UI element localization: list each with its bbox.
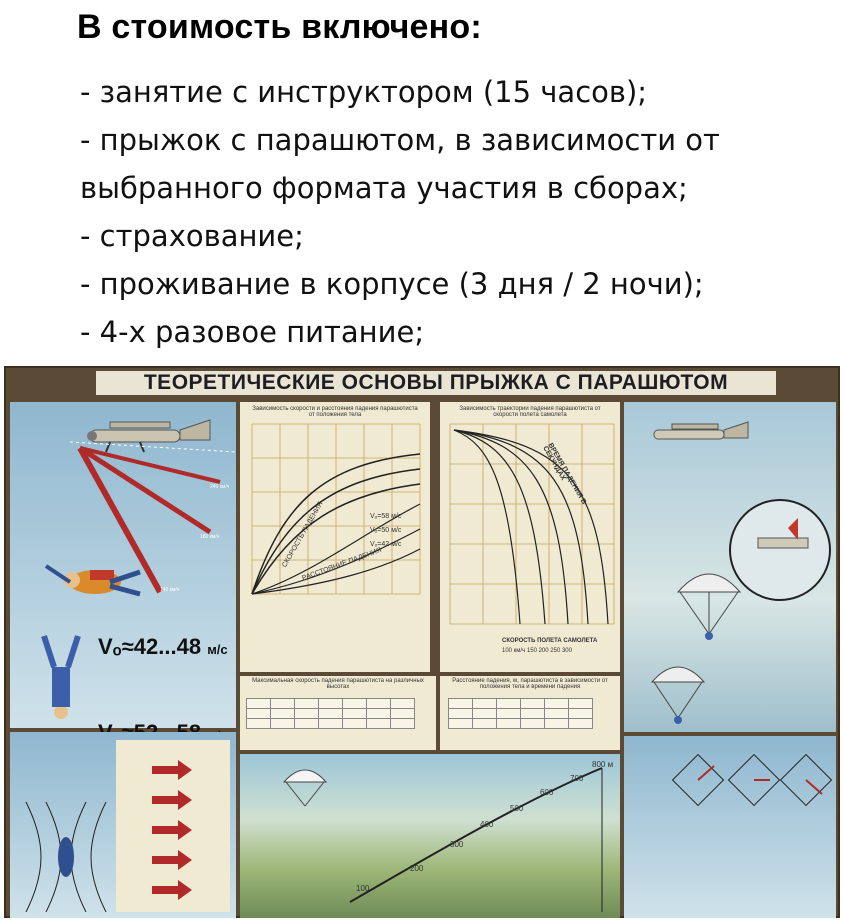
included-items-list: [80, 68, 800, 356]
plane-speed-label: СКОРОСТЬ ПОЛЕТА САМОЛЕТА: [502, 638, 598, 644]
altitude-label: 400: [480, 820, 494, 829]
skydiver-head-down-icon: [36, 632, 86, 722]
panel-descent-trajectory: [240, 754, 620, 918]
plane-speed-ticks: 100 км/ч 150 200 250 300: [502, 648, 572, 654]
panel-fall-distance-table: Расстояние падения, м, парашютиста в зависимости от положения тела и времени падения: [440, 676, 620, 750]
speed-label: 240 км/ч: [210, 484, 230, 490]
wind-drift-diagram: [674, 756, 830, 856]
altitude-label: 100: [356, 884, 370, 893]
altitude-label: 600: [540, 788, 554, 797]
page-heading: В стоимость включено:: [77, 8, 482, 46]
panel-max-speed-table: Максимальная скорость падения парашютиста на различных высотах: [240, 676, 436, 750]
parachute-icon: [648, 656, 708, 726]
airflow-diagram: [16, 802, 116, 912]
panel-trajectory-chart: Зависимость траектории падения парашютиста от скорости полета самолета ВРЕМЯ ПАДЕНИЯ В СЕКУНДАХ СКОРОСТЬ ПОЛЕТА САМОЛЕТА 100 км/ч 150 200 250 300: [440, 402, 620, 672]
parachute-theory-poster: [4, 366, 840, 918]
descent-curve: [340, 762, 610, 912]
line-label: Vₒ=42 м/с: [370, 541, 402, 548]
aircraft-small-icon: [644, 416, 754, 456]
altitude-label: 700: [570, 774, 584, 783]
parachute-icon: [674, 562, 744, 642]
axis-label: СКОРОСТЬ ПАДЕНИЯ: [281, 500, 325, 569]
included-item: выбранного формата участия в сборах;: [80, 171, 688, 205]
altitude-label: 200: [410, 864, 424, 873]
panel-air-resistance: [10, 732, 236, 918]
included-item: - прыжок с парашютом, в зависимости от: [80, 123, 720, 157]
panel-fall-speed-chart: Зависимость скорости и расстояния падения парашютиста от положения тела Vₒ=58 м/с Vₒ=50 м/с Vₒ=42 м/с СКОРОСТЬ ПАДЕНИЯ РАССТОЯНИЕ ПАДЕНИЯ: [240, 402, 430, 672]
line-label: Vₒ=58 м/с: [370, 513, 402, 520]
included-item: - проживание в корпусе (3 дня / 2 ночи);: [80, 267, 704, 301]
poster-title: ТЕОРЕТИЧЕСКИЕ ОСНОВЫ ПРЫЖКА С ПАРАШЮТОМ: [96, 371, 776, 395]
speed-label: 140 км/ч: [160, 587, 180, 593]
time-axis-label: ВРЕМЯ ПАДЕНИЯ В СЕКУНДАХ: [541, 442, 588, 506]
included-item: - 4-х разовое питание;: [80, 315, 425, 349]
panel-orientation: [624, 736, 836, 918]
velocity-range-1: Vₒ≈42...48 м/с: [98, 634, 228, 659]
included-item: - занятие с инструктором (15 часов);: [80, 75, 648, 109]
parachute-icon: [280, 762, 330, 812]
panel-canopy-opening: [624, 402, 836, 732]
altitude-label: 300: [450, 840, 464, 849]
speed-label: 180 км/ч: [200, 534, 220, 540]
altitude-label: 500: [510, 804, 524, 813]
altitude-label: 800 м: [592, 760, 614, 769]
axis-label: РАССТОЯНИЕ ПАДЕНИЯ: [301, 546, 383, 583]
included-item: - страхование;: [80, 219, 304, 253]
panel-aircraft-exit: [10, 402, 236, 728]
shape-arrows: [152, 760, 192, 910]
skydiver-icon: [40, 552, 150, 622]
line-label: Vₒ=50 м/с: [370, 527, 402, 534]
